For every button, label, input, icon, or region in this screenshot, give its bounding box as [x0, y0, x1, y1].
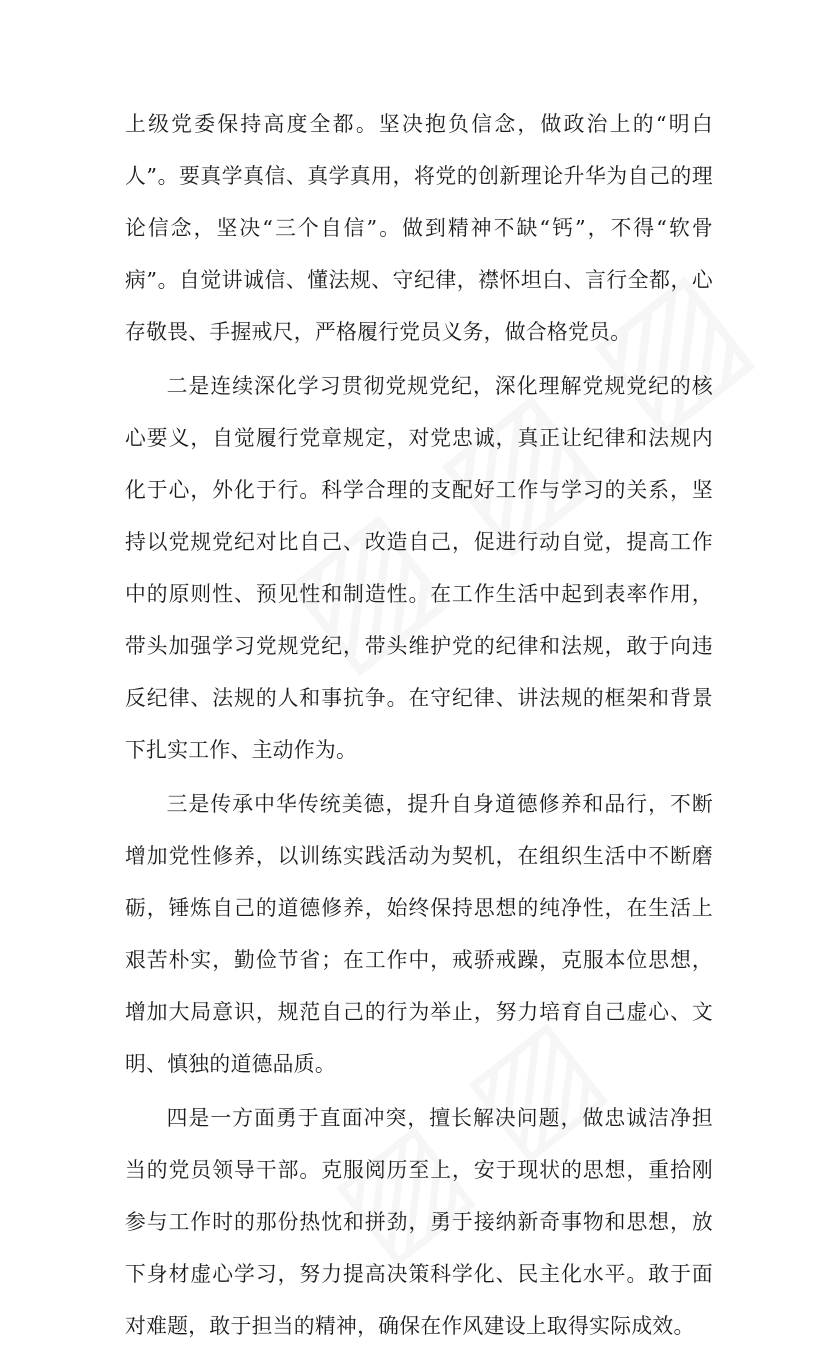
- paragraph-4: 四是一方面勇于直面冲突，擅长解决问题，做忠诚洁净担当的党员领导干部。克服阅历至上，安于现状的思想，重拾刚参与工作时的那份热忱和拼劲，勇于接纳新奇事物和思想，放下身材虚心学习，努力提高决策科学化、民主化水平。敢于面对难题，敢于担当的精神，确保在作风建设上取得实际成效。: [125, 1106, 713, 1338]
- document-body: [125, 98, 713, 1352]
- paragraph-3: 三是传承中华传统美德，提升自身道德修养和品行，不断增加党性修养，以训练实践活动为契机，在组织生活中不断磨砺，锤炼自己的道德修养，始终保持思想的纯净性，在生活上艰苦朴实，勤俭节省；在工作中，戒骄戒躁，克服本位思想，增加大局意识，规范自己的行为举止，努力培育自己虚心、文明、慎独的道德品质。: [125, 792, 713, 1076]
- paragraph-2: 二是连续深化学习贯彻党规党纪，深化理解党规党纪的核心要义，自觉履行党章规定，对党忠诚，真正让纪律和法规内化于心，外化于行。科学合理的支配好工作与学习的关系，坚持以党规党纪对比自己、改造自己，促进行动自觉，提高工作中的原则性、预见性和制造性。在工作生活中起到表率作用，带头加强学习党规党纪，带头维护党的纪律和法规，敢于向违反纪律、法规的人和事抗争。在守纪律、讲法规的框架和背景下扎实工作、主动作为。: [125, 374, 713, 762]
- paragraph-1: 上级党委保持高度全都。坚决抱负信念，做政治上的“明白人”。要真学真信、真学真用，将党的创新理论升华为自己的理论信念，坚决“三个自信”。做到精神不缺“钙”，不得“软骨病”。自觉讲诚信、懂法规、守纪律，襟怀坦白、言行全都，心存敬畏、手握戒尺，严格履行党员义务，做合格党员。: [125, 112, 713, 344]
